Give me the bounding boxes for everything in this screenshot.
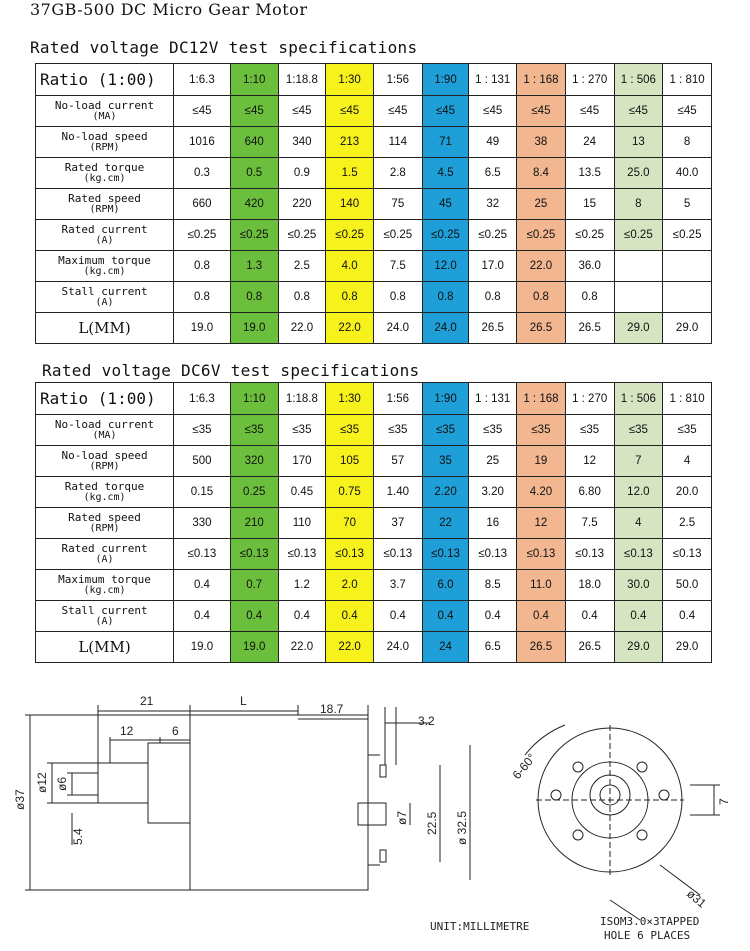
length-cell: 19.0 [174,632,231,663]
spec-row [36,415,712,446]
ratio-value: 1:6.3 [174,64,231,96]
length-cell: 6.5 [469,632,517,663]
spec-row-label [36,601,174,632]
spec-row-label [36,539,174,570]
spec-cell: ≤35 [614,415,663,446]
dim-d37: ø37 [13,789,27,810]
spec-cell: 12 [565,446,614,477]
length-cell: 19.0 [230,313,278,344]
spec-cell: ≤35 [326,415,374,446]
spec-unit-text: (RPM) [89,461,120,472]
spec-cell: ≤0.25 [422,220,469,251]
spec-cell: 7 [614,446,663,477]
ratio-value: 1 : 168 [517,383,566,415]
spec-cell: 22.0 [517,251,566,282]
length-cell: 24.0 [422,313,469,344]
spec-cell: 0.4 [422,601,469,632]
spec-cell: 0.4 [373,601,422,632]
spec-cell: 49 [469,127,517,158]
spec-cell: 20.0 [663,477,712,508]
spec-row [36,189,712,220]
spec-cell: 640 [230,127,278,158]
spec-cell: ≤0.25 [517,220,566,251]
spec-cell: ≤45 [565,96,614,127]
spec-row [36,251,712,282]
spec-label-text: Stall current [61,285,148,298]
spec-cell: 0.4 [326,601,374,632]
spec-label-text: Maximum torque [58,573,151,586]
spec-cell: ≤0.13 [614,539,663,570]
spec-cell: 4 [663,446,712,477]
spec-cell: 0.4 [278,601,326,632]
spec-unit-text: (RPM) [89,523,120,534]
spec-row [36,508,712,539]
spec-cell: ≤0.13 [422,539,469,570]
spec-cell: 1.5 [326,158,374,189]
spec-unit-text: (A) [95,235,114,246]
spec-cell: 15 [565,189,614,220]
dim-d6: ø6 [55,776,69,791]
spec-unit-text: (kg.cm) [83,266,126,277]
ratio-value: 1 : 810 [663,64,712,96]
hole-note-line1: ISOM3.0×3TAPPED [600,915,700,928]
length-row [36,632,712,663]
spec-cell: ≤0.13 [373,539,422,570]
spec-cell: 0.4 [174,570,231,601]
table-6v-heading: Rated voltage DC6V test specifications [42,361,420,380]
spec-row [36,477,712,508]
spec-cell: 330 [174,508,231,539]
spec-row-label [36,477,174,508]
spec-unit-text: (MA) [92,430,117,441]
hole-note-line2: HOLE 6 PLACES [604,929,691,942]
spec-cell: 0.8 [422,282,469,313]
table-12v-heading: Rated voltage DC12V test specifications [30,38,418,57]
spec-row-label [36,570,174,601]
length-cell: 26.5 [565,632,614,663]
spec-cell: 2.20 [422,477,469,508]
spec-cell: ≤0.25 [663,220,712,251]
spec-cell: ≤45 [614,96,663,127]
length-row [36,313,712,344]
length-cell: 26.5 [517,313,566,344]
spec-row-label [36,415,174,446]
spec-cell: 2.0 [326,570,374,601]
ratio-value: 1 : 506 [614,383,663,415]
spec-cell: ≤0.25 [614,220,663,251]
length-label: L(MM) [36,313,174,344]
spec-label-text: Rated current [61,542,148,555]
spec-cell: 7.5 [565,508,614,539]
spec-label-text: Rated speed [68,511,141,524]
spec-cell: 2.8 [373,158,422,189]
length-cell: 24 [422,632,469,663]
spec-cell: 6.0 [422,570,469,601]
rear-boss [358,803,386,825]
spec-cell: 140 [326,189,374,220]
spec-cell: 6.5 [469,158,517,189]
spec-cell: 0.45 [278,477,326,508]
spec-row [36,220,712,251]
spec-cell: 0.4 [230,601,278,632]
spec-cell: 25 [517,189,566,220]
motor-dimension-drawing [0,685,750,951]
spec-cell: 500 [174,446,231,477]
spec-label-text: Stall current [61,604,148,617]
spec-cell: ≤35 [469,415,517,446]
length-cell: 26.5 [517,632,566,663]
spec-cell: ≤45 [373,96,422,127]
dim-d31: ø31 [684,886,709,911]
spec-table-12v [35,63,712,344]
spec-cell: 420 [230,189,278,220]
spec-cell: 210 [230,508,278,539]
spec-row [36,158,712,189]
motor-body [190,715,368,890]
spec-cell: 105 [326,446,374,477]
dim-angle: 6-60° [509,750,539,782]
spec-cell: ≤35 [373,415,422,446]
spec-cell: ≤45 [174,96,231,127]
spec-cell: 4.5 [422,158,469,189]
spec-cell: ≤0.13 [278,539,326,570]
spec-cell: ≤0.25 [469,220,517,251]
spec-label-text: No-load current [54,99,155,112]
spec-unit-text: (RPM) [89,142,120,153]
ratio-value: 1 : 270 [565,383,614,415]
spec-row-label [36,158,174,189]
spec-unit-text: (kg.cm) [83,173,126,184]
spec-cell: 30.0 [614,570,663,601]
spec-cell: 2.5 [663,508,712,539]
spec-row-label [36,127,174,158]
shaft [98,763,148,803]
length-cell: 19.0 [174,313,231,344]
spec-cell: ≤45 [422,96,469,127]
ratio-row [36,64,712,96]
ratio-value: 1 : 131 [469,383,517,415]
spec-cell: 36.0 [565,251,614,282]
spec-cell: 1016 [174,127,231,158]
spec-cell: ≤45 [517,96,566,127]
spec-cell: ≤0.13 [517,539,566,570]
spec-cell: ≤0.13 [565,539,614,570]
spec-row [36,127,712,158]
spec-cell: 11.0 [517,570,566,601]
spec-cell: 19 [517,446,566,477]
ratio-value: 1:90 [422,383,469,415]
ratio-value: 1:10 [230,64,278,96]
spec-cell: 0.4 [517,601,566,632]
spec-cell: ≤45 [326,96,374,127]
ratio-value: 1:30 [326,64,374,96]
spec-cell: 0.3 [174,158,231,189]
spec-cell: 7.5 [373,251,422,282]
spec-cell: ≤35 [230,415,278,446]
spec-cell: ≤35 [565,415,614,446]
spec-row [36,601,712,632]
spec-cell: 0.4 [469,601,517,632]
spec-row-label [36,189,174,220]
spec-cell: ≤0.25 [565,220,614,251]
ratio-value: 1:10 [230,383,278,415]
spec-cell [614,282,663,313]
spec-label-text: Rated current [61,223,148,236]
spec-cell: ≤35 [517,415,566,446]
ratio-label: Ratio (1:00) [36,64,174,96]
spec-cell: 4.20 [517,477,566,508]
spec-cell: ≤35 [422,415,469,446]
ratio-value: 1:30 [326,383,374,415]
spec-row-label [36,251,174,282]
spec-cell: 3.7 [373,570,422,601]
spec-cell: 25.0 [614,158,663,189]
spec-cell: 57 [373,446,422,477]
spec-cell: ≤0.25 [326,220,374,251]
spec-cell: 0.25 [230,477,278,508]
spec-cell: 0.75 [326,477,374,508]
spec-row [36,282,712,313]
spec-cell: 1.40 [373,477,422,508]
spec-cell: ≤0.25 [230,220,278,251]
spec-unit-text: (RPM) [89,204,120,215]
spec-unit-text: (kg.cm) [83,492,126,503]
spec-cell: 75 [373,189,422,220]
spec-unit-text: (kg.cm) [83,585,126,596]
spec-cell: ≤45 [278,96,326,127]
length-cell: 22.0 [278,632,326,663]
spec-unit-text: (A) [95,616,114,627]
bearing-hub [148,743,190,823]
dim-21: 21 [140,694,154,708]
spec-cell: ≤35 [278,415,326,446]
spec-cell [663,251,712,282]
spec-cell: 220 [278,189,326,220]
spec-cell: 340 [278,127,326,158]
spec-cell: ≤0.25 [174,220,231,251]
ratio-value: 1:90 [422,64,469,96]
spec-label-text: No-load speed [61,449,148,462]
spec-cell: 0.15 [174,477,231,508]
spec-cell: 114 [373,127,422,158]
spec-cell [663,282,712,313]
spec-cell: 0.4 [174,601,231,632]
spec-cell: 17.0 [469,251,517,282]
spec-cell: 5 [663,189,712,220]
spec-cell: ≤35 [174,415,231,446]
length-cell: 29.0 [663,313,712,344]
dim-22-5: 22.5 [425,811,439,835]
ratio-value: 1 : 270 [565,64,614,96]
spec-cell: 71 [422,127,469,158]
spec-row-label [36,96,174,127]
spec-cell: 0.4 [565,601,614,632]
spec-cell: ≤0.13 [469,539,517,570]
spec-cell: 2.5 [278,251,326,282]
spec-table-6v [35,382,712,663]
spec-cell: 12 [517,508,566,539]
ratio-value: 1 : 131 [469,64,517,96]
spec-cell: 213 [326,127,374,158]
dim-d32-5: ø 32.5 [455,810,469,845]
spec-cell: ≤45 [230,96,278,127]
spec-cell: 25 [469,446,517,477]
spec-cell: ≤35 [663,415,712,446]
spec-cell: 40.0 [663,158,712,189]
spec-cell: 660 [174,189,231,220]
spec-cell: 13 [614,127,663,158]
spec-cell: 8.4 [517,158,566,189]
spec-label-text: Maximum torque [58,254,151,267]
ratio-value: 1:18.8 [278,383,326,415]
spec-label-text: Rated torque [64,161,145,174]
spec-cell: ≤0.13 [663,539,712,570]
ratio-value: 1:6.3 [174,383,231,415]
spec-cell: 6.80 [565,477,614,508]
spec-cell [614,251,663,282]
length-cell: 22.0 [278,313,326,344]
spec-cell: 1.3 [230,251,278,282]
spec-label-text: No-load current [54,418,155,431]
dim-7-end: 7 [717,798,731,805]
spec-cell: 110 [278,508,326,539]
ratio-label: Ratio (1:00) [36,383,174,415]
spec-label-text: No-load speed [61,130,148,143]
spec-cell: ≤0.25 [278,220,326,251]
ratio-value: 1:56 [373,64,422,96]
ratio-value: 1 : 810 [663,383,712,415]
length-cell: 29.0 [614,313,663,344]
spec-cell: 0.8 [174,251,231,282]
length-cell: 26.5 [565,313,614,344]
spec-row-label [36,446,174,477]
spec-label-text: Rated speed [68,192,141,205]
length-cell: 24.0 [373,632,422,663]
length-cell: 29.0 [614,632,663,663]
length-cell: 26.5 [469,313,517,344]
ratio-value: 1 : 168 [517,64,566,96]
spec-unit-text: (A) [95,554,114,565]
dim-3-2: 3.2 [418,714,435,728]
spec-row-label [36,220,174,251]
spec-cell: 4 [614,508,663,539]
length-cell: 24.0 [373,313,422,344]
spec-cell: 12.0 [614,477,663,508]
dim-18-7: 18.7 [320,702,344,716]
spec-row [36,570,712,601]
dim-12: 12 [120,724,134,738]
spec-cell: 22 [422,508,469,539]
spec-cell: 37 [373,508,422,539]
spec-cell: 0.9 [278,158,326,189]
spec-row-label [36,282,174,313]
ratio-row [36,383,712,415]
spec-cell: 1.2 [278,570,326,601]
spec-cell: 0.4 [663,601,712,632]
spec-cell: 12.0 [422,251,469,282]
length-label: L(MM) [36,632,174,663]
spec-cell: 4.0 [326,251,374,282]
spec-cell: 8 [663,127,712,158]
spec-cell: 70 [326,508,374,539]
spec-cell: 50.0 [663,570,712,601]
dim-5-4: 5.4 [71,828,85,845]
spec-cell: ≤0.25 [373,220,422,251]
spec-cell: 24 [565,127,614,158]
spec-cell: 320 [230,446,278,477]
length-cell: 19.0 [230,632,278,663]
spec-cell: 0.8 [517,282,566,313]
spec-row [36,96,712,127]
spec-cell: ≤0.13 [230,539,278,570]
spec-row-label [36,508,174,539]
spec-cell: 35 [422,446,469,477]
length-cell: 29.0 [663,632,712,663]
spec-cell: 13.5 [565,158,614,189]
spec-cell: ≤45 [663,96,712,127]
spec-row [36,446,712,477]
ratio-value: 1 : 506 [614,64,663,96]
spec-cell: 45 [422,189,469,220]
ratio-value: 1:18.8 [278,64,326,96]
dim-d12: ø12 [35,772,49,793]
unit-note: UNIT:MILLIMETRE [430,920,530,933]
dim-L: L [240,694,247,708]
length-cell: 22.0 [326,313,374,344]
spec-cell: 8 [614,189,663,220]
spec-cell: 0.8 [278,282,326,313]
spec-cell: 8.5 [469,570,517,601]
dim-d7: ø7 [395,810,409,825]
spec-cell: 0.8 [469,282,517,313]
spec-cell: 0.8 [373,282,422,313]
length-cell: 22.0 [326,632,374,663]
spec-cell: 0.7 [230,570,278,601]
spec-cell: 32 [469,189,517,220]
spec-cell: ≤0.13 [326,539,374,570]
spec-cell: 0.5 [230,158,278,189]
ratio-value: 1:56 [373,383,422,415]
spec-cell: 16 [469,508,517,539]
spec-label-text: Rated torque [64,480,145,493]
spec-cell: 0.4 [614,601,663,632]
spec-cell: 38 [517,127,566,158]
spec-cell: ≤0.13 [174,539,231,570]
spec-unit-text: (MA) [92,111,117,122]
spec-row [36,539,712,570]
spec-cell: 0.8 [326,282,374,313]
spec-cell: 170 [278,446,326,477]
spec-cell: 3.20 [469,477,517,508]
product-title: 37GB-500 DC Micro Gear Motor [30,0,308,19]
spec-cell: 0.8 [174,282,231,313]
dim-6: 6 [172,724,179,738]
spec-cell: ≤45 [469,96,517,127]
spec-cell: 0.8 [230,282,278,313]
spec-cell: 18.0 [565,570,614,601]
spec-unit-text: (A) [95,297,114,308]
spec-cell: 0.8 [565,282,614,313]
